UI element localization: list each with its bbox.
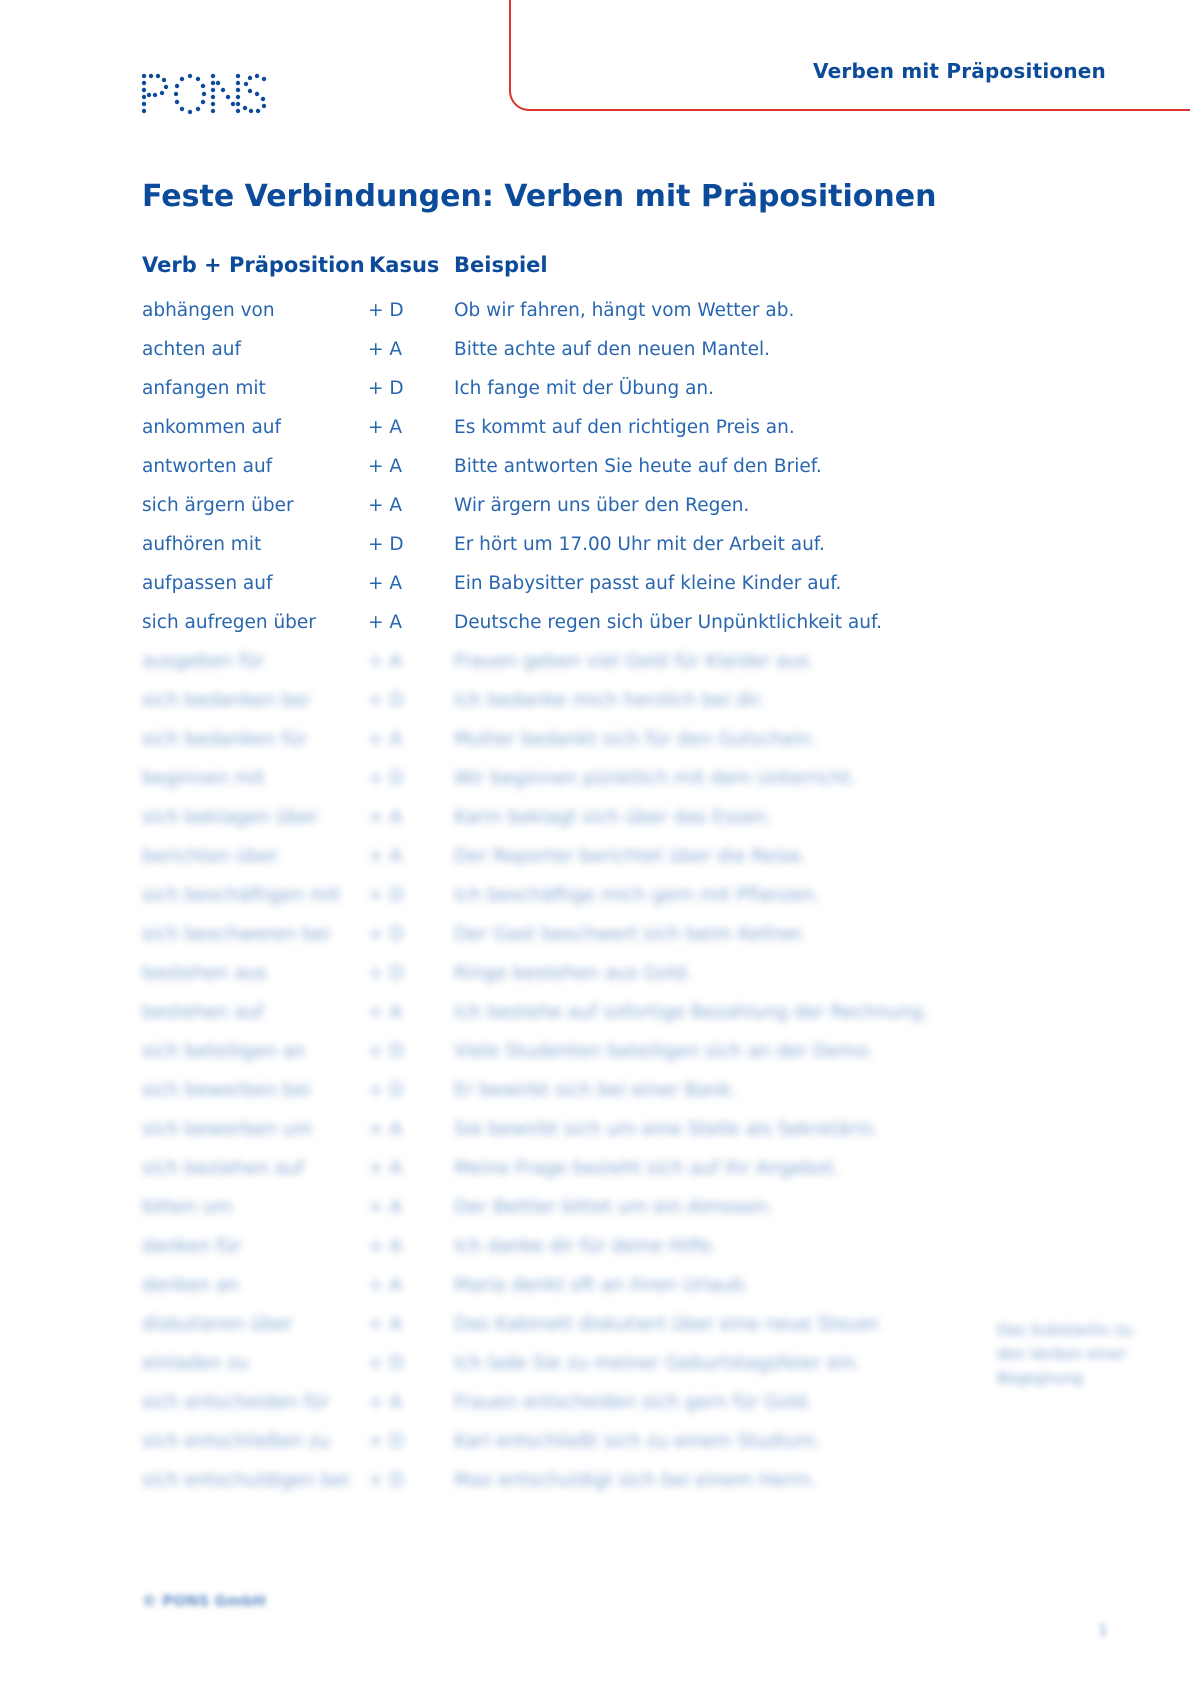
example-cell: Er bewirbt sich bei einer Bank. bbox=[454, 1080, 738, 1101]
side-note: Das Substantiv zu den Verben einer Begegnung bbox=[997, 1321, 1133, 1387]
table-row bbox=[0, 299, 1190, 338]
verb-cell: beginnen mit bbox=[142, 768, 265, 789]
kasus-cell: + A bbox=[368, 612, 403, 633]
table-row bbox=[0, 1157, 1190, 1196]
kasus-cell: + D bbox=[368, 924, 404, 945]
example-cell: Der Reporter berichtet über die Reise. bbox=[454, 846, 807, 867]
kasus-cell: + A bbox=[368, 1002, 403, 1023]
table-row bbox=[0, 884, 1190, 923]
page-number: 1 bbox=[1098, 1620, 1109, 1639]
verb-cell: aufhören mit bbox=[142, 534, 262, 555]
kasus-cell: + D bbox=[368, 1353, 404, 1374]
example-cell: Ich bedanke mich herzlich bei dir. bbox=[454, 690, 765, 711]
verb-cell: bestehen aus bbox=[142, 963, 267, 984]
verb-cell: sich entschuldigen bei bbox=[142, 1470, 350, 1491]
kasus-cell: + D bbox=[368, 534, 404, 555]
kasus-cell: + D bbox=[368, 300, 404, 321]
example-cell: Ich bestehe auf sofortige Bezahlung der Rechnung. bbox=[454, 1002, 929, 1023]
kasus-cell: + D bbox=[368, 378, 404, 399]
table-row bbox=[0, 728, 1190, 767]
table-row bbox=[0, 1430, 1190, 1469]
verb-cell: sich beschweren bei bbox=[142, 924, 331, 945]
verb-cell: sich beklagen über bbox=[142, 807, 319, 828]
table-row bbox=[0, 1118, 1190, 1157]
example-cell: Wir ärgern uns über den Regen. bbox=[454, 495, 750, 516]
example-cell: Bitte antworten Sie heute auf den Brief. bbox=[454, 456, 822, 477]
verb-cell: bitten um bbox=[142, 1197, 233, 1218]
kasus-cell: + A bbox=[368, 1314, 403, 1335]
kasus-cell: + A bbox=[368, 339, 403, 360]
verb-cell: sich bewerben um bbox=[142, 1119, 313, 1140]
table-row bbox=[0, 845, 1190, 884]
example-cell: Sie bewirbt sich um eine Stelle als Sekretärin. bbox=[454, 1119, 879, 1140]
kasus-cell: + D bbox=[368, 1080, 404, 1101]
verb-cell: denken an bbox=[142, 1275, 239, 1296]
example-cell: Max entschuldigt sich bei einem Herrn. bbox=[454, 1470, 817, 1491]
example-cell: Maria denkt oft an ihren Urlaub. bbox=[454, 1275, 750, 1296]
verb-cell: sich entschließen zu bbox=[142, 1431, 331, 1452]
kasus-cell: + A bbox=[368, 417, 403, 438]
example-cell: Deutsche regen sich über Unpünktlichkeit auf. bbox=[454, 612, 883, 633]
example-cell: Frauen geben viel Geld für Kleider aus. bbox=[454, 651, 815, 672]
verb-cell: sich beteiligen an bbox=[142, 1041, 306, 1062]
example-cell: Ob wir fahren, hängt vom Wetter ab. bbox=[454, 300, 795, 321]
table-row bbox=[0, 611, 1190, 650]
table-row bbox=[0, 494, 1190, 533]
header-title: Verben mit Präpositionen bbox=[813, 59, 1106, 83]
kasus-cell: + A bbox=[368, 1392, 403, 1413]
verb-cell: aufpassen auf bbox=[142, 573, 273, 594]
verb-cell: sich aufregen über bbox=[142, 612, 316, 633]
kasus-cell: + A bbox=[368, 1158, 403, 1179]
kasus-cell: + A bbox=[368, 1119, 403, 1140]
kasus-cell: + A bbox=[368, 573, 403, 594]
example-cell: Bitte achte auf den neuen Mantel. bbox=[454, 339, 771, 360]
verb-cell: danken für bbox=[142, 1236, 242, 1257]
table-row bbox=[0, 1079, 1190, 1118]
verb-cell: ankommen auf bbox=[142, 417, 282, 438]
footer-copyright: © PONS GmbH bbox=[142, 1592, 266, 1610]
kasus-cell: + A bbox=[368, 456, 403, 477]
verb-cell: sich entscheiden für bbox=[142, 1392, 330, 1413]
verb-cell: abhängen von bbox=[142, 300, 275, 321]
page-title: Feste Verbindungen: Verben mit Präpositionen bbox=[142, 179, 937, 214]
table-row bbox=[0, 533, 1190, 572]
kasus-cell: + A bbox=[368, 495, 403, 516]
verb-cell: antworten auf bbox=[142, 456, 273, 477]
kasus-cell: + D bbox=[368, 1041, 404, 1062]
verb-cell: sich beschäftigen mit bbox=[142, 885, 341, 906]
kasus-cell: + D bbox=[368, 1470, 404, 1491]
example-cell: Ich lade Sie zu meiner Geburtstagsfeier ein. bbox=[454, 1353, 861, 1374]
table-row bbox=[0, 1391, 1190, 1430]
verb-cell: anfangen mit bbox=[142, 378, 266, 399]
kasus-cell: + A bbox=[368, 1236, 403, 1257]
column-header-verb: Verb + Präposition bbox=[142, 253, 365, 277]
table-row bbox=[0, 1235, 1190, 1274]
kasus-cell: + A bbox=[368, 729, 403, 750]
example-cell: Wir beginnen pünktlich mit dem Unterricht. bbox=[454, 768, 857, 789]
table-row bbox=[0, 650, 1190, 689]
kasus-cell: + A bbox=[368, 1197, 403, 1218]
table-row bbox=[0, 1196, 1190, 1235]
verb-cell: ausgeben für bbox=[142, 651, 265, 672]
table-row bbox=[0, 962, 1190, 1001]
verb-cell: achten auf bbox=[142, 339, 242, 360]
table-row bbox=[0, 689, 1190, 728]
example-cell: Das Kabinett diskutiert über eine neue Steuer. bbox=[454, 1314, 883, 1335]
verb-cell: sich ärgern über bbox=[142, 495, 294, 516]
column-header-beispiel: Beispiel bbox=[454, 253, 548, 277]
table-row bbox=[0, 377, 1190, 416]
table-row bbox=[0, 1469, 1190, 1508]
verb-cell: berichten über bbox=[142, 846, 279, 867]
table-row bbox=[0, 767, 1190, 806]
example-cell: Der Gast beschwert sich beim Kellner. bbox=[454, 924, 806, 945]
kasus-cell: + A bbox=[368, 807, 403, 828]
header-frame bbox=[509, 0, 1190, 111]
example-cell: Es kommt auf den richtigen Preis an. bbox=[454, 417, 795, 438]
kasus-cell: + D bbox=[368, 885, 404, 906]
kasus-cell: + A bbox=[368, 1275, 403, 1296]
table-row bbox=[0, 923, 1190, 962]
table-row bbox=[0, 416, 1190, 455]
example-cell: Ich beschäftige mich gern mit Pflanzen. bbox=[454, 885, 821, 906]
table-row bbox=[0, 1274, 1190, 1313]
example-cell: Meine Frage bezieht sich auf Ihr Angebot. bbox=[454, 1158, 840, 1179]
verb-cell: sich beziehen auf bbox=[142, 1158, 305, 1179]
verb-cell: bestehen auf bbox=[142, 1002, 264, 1023]
example-cell: Ich fange mit der Übung an. bbox=[454, 378, 715, 399]
pons-logo bbox=[140, 72, 268, 116]
table-row bbox=[0, 806, 1190, 845]
table-row bbox=[0, 455, 1190, 494]
table-row bbox=[0, 338, 1190, 377]
example-cell: Mutter bedankt sich für den Gutschein. bbox=[454, 729, 817, 750]
example-cell: Frauen entscheiden sich gern für Gold. bbox=[454, 1392, 813, 1413]
example-cell: Karl entschließt sich zu einem Studium. bbox=[454, 1431, 821, 1452]
verb-cell: einladen zu bbox=[142, 1353, 249, 1374]
example-cell: Karin beklagt sich über das Essen. bbox=[454, 807, 773, 828]
example-cell: Ein Babysitter passt auf kleine Kinder auf. bbox=[454, 573, 842, 594]
table-row bbox=[0, 572, 1190, 611]
example-cell: Viele Studenten beteiligen sich an der Demo. bbox=[454, 1041, 874, 1062]
example-cell: Ringe bestehen aus Gold. bbox=[454, 963, 692, 984]
example-cell: Ich danke dir für deine Hilfe. bbox=[454, 1236, 717, 1257]
kasus-cell: + D bbox=[368, 1431, 404, 1452]
column-header-kasus: Kasus bbox=[369, 253, 440, 277]
verb-cell: sich bedanken bei bbox=[142, 690, 310, 711]
verb-cell: diskutieren über bbox=[142, 1314, 293, 1335]
kasus-cell: + D bbox=[368, 768, 404, 789]
table-row bbox=[0, 1001, 1190, 1040]
verb-cell: sich bewerben bei bbox=[142, 1080, 311, 1101]
example-cell: Der Bettler bittet um ein Almosen. bbox=[454, 1197, 774, 1218]
kasus-cell: + D bbox=[368, 690, 404, 711]
verb-cell: sich bedanken für bbox=[142, 729, 308, 750]
kasus-cell: + A bbox=[368, 651, 403, 672]
example-cell: Er hört um 17.00 Uhr mit der Arbeit auf. bbox=[454, 534, 825, 555]
table-row bbox=[0, 1040, 1190, 1079]
kasus-cell: + A bbox=[368, 846, 403, 867]
kasus-cell: + D bbox=[368, 963, 404, 984]
